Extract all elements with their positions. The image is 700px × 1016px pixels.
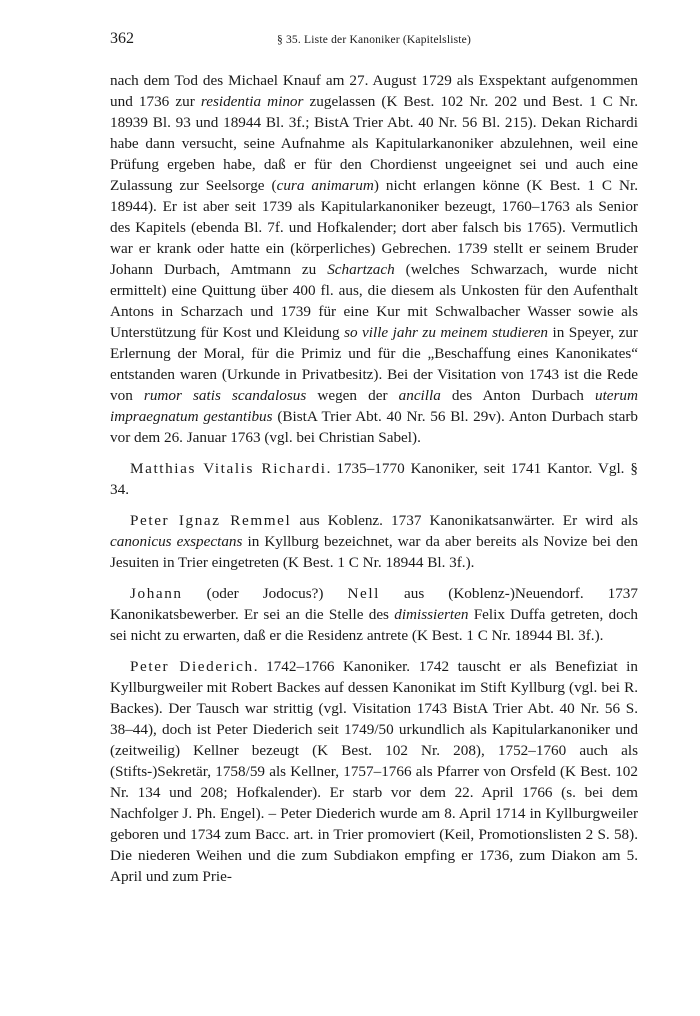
italic-term: Schartzach xyxy=(327,261,395,278)
italic-term: residentia minor xyxy=(200,93,304,110)
text-run: (oder Jodocus?) xyxy=(182,585,348,602)
text-run: zugelassen (K Best. 102 Nr. 202 und Best. 1 C Nr. 18939 Bl. 93 und 18944 Bl. 3f.; BistA Trier Abt. 40 Nr. 56 Bl. 215). Dekan Richardi habe dann versucht, seine Aufnahme als Kapitularkanoniker abzulehnen, weil eine Prüfung ergeben habe, daß er für den Chordienst ungeeignet sei und auch eine Zulassung zur Seelsorge ( xyxy=(110,93,638,194)
text-run: ) nicht erlangen könne (K Best. 1 C Nr. 18944). Er ist aber seit 1739 als Kapitularkanoniker bezeugt, 1760–1763 als Senior des Kapitels (ebenda Bl. 7f. und Hofkalender; dort aber falsch bis 1765). Vermutlich war er krank oder hatte ein (körperliches) Gebrechen. 1739 stellt er seinem Bruder Johann Durbach, Amtmann zu xyxy=(110,177,639,278)
person-name: Peter Ignaz Remmel xyxy=(130,512,292,529)
entry-johann-nell xyxy=(110,583,638,646)
text-run: (welches Schwarzach, wurde nicht ermittelt) eine Quittung über 400 fl. aus, die diesem als Unkosten für den Aufenthalt Antons in Scharzach und 1739 für eine Kur mit Schwalbacher Wasser sowie als Unterstützung für Kost und Kleidung xyxy=(110,261,638,341)
text-run: (BistA Trier Abt. 40 Nr. 56 Bl. 29v). Anton Durbach starb vor dem 26. Januar 1763 (vgl. bei Christian Sabel). xyxy=(110,408,638,446)
text-run: in Speyer, zur Erlernung der Moral, für die Primiz und für die „Beschaffung eines Kanonikates“ entstanden waren (Urkunde in Privatbesitz). Bei der Visitation von 1743 ist die Rede von xyxy=(110,324,638,404)
italic-term: cura animarum xyxy=(276,177,374,194)
italic-term: canonicus exspectans xyxy=(110,533,243,550)
paragraph-anton-durbach-continued xyxy=(110,70,638,448)
text-run: aus Koblenz. 1737 Kanonikatsanwärter. Er wird als xyxy=(291,512,638,529)
text-run: des Anton Durbach xyxy=(440,387,595,404)
person-name: Matthias Vitalis Richardi xyxy=(130,460,327,477)
text-run: wegen der xyxy=(306,387,399,404)
person-name: Peter Diederich xyxy=(130,658,254,675)
text-run: nach dem Tod des Michael Knauf am 27. August 1729 als Exspektant aufgenommen und 1736 zur xyxy=(110,72,638,110)
entry-peter-diederich xyxy=(110,656,638,887)
italic-term: rumor satis scandalosus xyxy=(143,387,307,404)
page-header xyxy=(110,30,638,52)
italic-term: dimissierten xyxy=(394,606,469,623)
entry-peter-ignaz-remmel xyxy=(110,510,638,573)
text-run: aus (Koblenz-)Neuendorf. 1737 Kanonikatsbewerber. Er sei an die Stelle des xyxy=(110,585,638,623)
text-run: . 1742–1766 Kanoniker. 1742 tauscht er als Benefiziat in Kyllburgweiler mit Robert Backes auf dessen Kanonikat im Stift Kyllburg (vgl. bei R. Backes). Der Tausch war strittig (vgl. Visitation 1743 BistA Trier Abt. 40 Nr. 56 S. 38–44), doch ist Peter Diederich seit 1749/50 urkundlich als Kapitularkanoniker und (zeitweilig) Kellner bezeugt (K Best. 102 Nr. 208), 1752–1760 auch als (Stifts-)Sekretär, 1758/59 als Kellner, 1757–1766 als Pfarrer von Orsfeld (K Best. 102 Nr. 134 und 208; Hofkalender). Er starb vor dem 22. April 1766 (s. bei dem Nachfolger J. Ph. Engel). – Peter Diederich wurde am 8. April 1714 in Kyllburgweiler geboren und 1734 zum Bacc. art. in Trier promoviert (Keil, Promotionslisten 2 S. 58). Die niederen Weihen und die zum Subdiakon empfing er 1736, zum Diakon am 5. April und zum Prie- xyxy=(110,658,638,885)
page-number: 362 xyxy=(110,30,134,47)
italic-term: uterum impraegnatum gestantibus xyxy=(110,387,638,425)
body-text xyxy=(110,70,638,887)
running-title: § 35. Liste der Kanoniker (Kapitelsliste) xyxy=(276,34,472,46)
italic-term: so ville jahr zu meinem studieren xyxy=(344,324,549,341)
person-name: Nell xyxy=(347,585,380,602)
text-run: Felix Duffa getreten, doch sei nicht zu erwarten, daß er die Residenz antrete (K Best. 1 C Nr. 18944 Bl. 3f.). xyxy=(110,606,639,644)
entry-matthias-vitalis-richardi xyxy=(110,458,638,500)
text-run: . 1735–1770 Kanoniker, seit 1741 Kantor. Vgl. § 34. xyxy=(110,460,638,498)
italic-term: ancilla xyxy=(398,387,441,404)
person-name: Johann xyxy=(130,585,183,602)
text-run: in Kyllburg bezeichnet, war da aber bereits als Novize bei den Jesuiten in Trier eingetreten (K Best. 1 C Nr. 18944 Bl. 3f.). xyxy=(110,533,638,571)
